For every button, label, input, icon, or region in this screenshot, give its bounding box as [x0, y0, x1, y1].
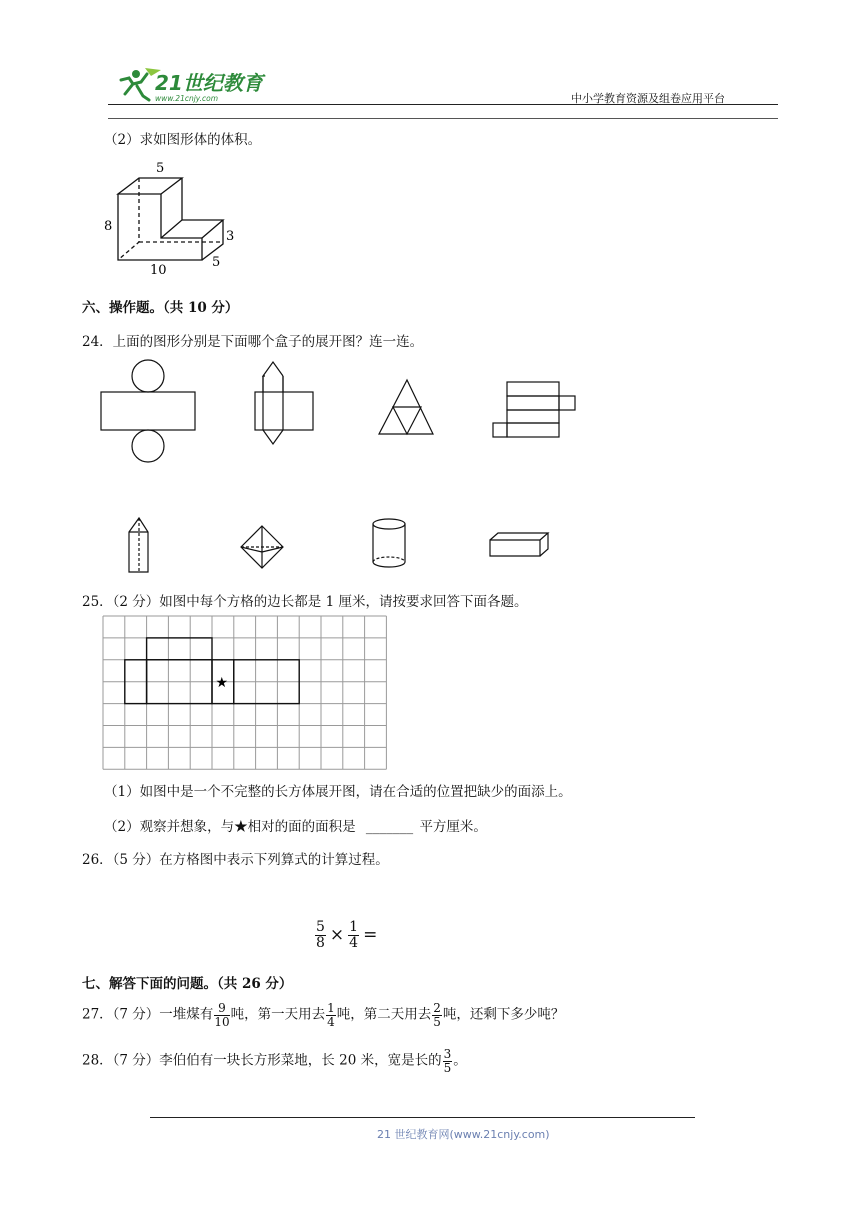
q25-grid: [103, 616, 387, 770]
q28-part1: 28．（7 分）李伯伯有一块长方形菜地，长 20 米，宽是长的: [82, 1052, 442, 1069]
q25-sub1: （1）如图中是一个不完整的长方体展开图，请在合适的位置把缺少的面添上。: [104, 784, 572, 800]
q25-sub2: [104, 815, 487, 835]
runner-icon: [121, 74, 149, 100]
triangular-prism-solid: [129, 518, 148, 572]
runner-head-icon: [132, 70, 140, 78]
cuboid-solid: [490, 533, 548, 556]
dim-bottom-label: 10: [150, 263, 167, 278]
times-sign: ×: [329, 924, 345, 945]
q27-frac2-den: 4: [327, 1014, 335, 1029]
q28-frac-num: 3: [443, 1047, 452, 1061]
logo-text: 21世纪教育: [155, 71, 263, 95]
star-icon: ★: [215, 675, 229, 691]
cylinder-net: [101, 360, 195, 462]
q27-text: [82, 1002, 564, 1028]
q24-text: 24．上面的图形分别是下面哪个盒子的展开图？连一连。: [82, 334, 424, 350]
q26-text: 26．（5 分）在方格图中表示下列算式的计算过程。: [82, 852, 389, 868]
section-6-title: 六、操作题。（共 10 分）: [82, 300, 239, 316]
prism-net: [255, 362, 313, 444]
frac1-numerator: 5: [316, 919, 325, 935]
octahedron-solid: [241, 526, 283, 568]
answer-blank[interactable]: _______: [365, 819, 414, 835]
q27-part4: 吨，还剩下多少吨？: [442, 1006, 565, 1023]
header-platform-name: 中小学教育资源及组卷应用平台: [571, 92, 725, 105]
section-7-title: 七、解答下面的问题。（共 26 分）: [82, 976, 293, 992]
q26-formula: [314, 920, 377, 950]
frac2-numerator: 1: [349, 919, 359, 935]
q25-text: 25．（2 分）如图中每个方格的边长都是 1 厘米，请按要求回答下面各题。: [82, 594, 528, 610]
q27-frac3-num: 2: [433, 1001, 441, 1015]
dim-depth-label: 5: [212, 255, 221, 270]
q27-frac3-den: 5: [433, 1014, 441, 1029]
logo-url: www.21cnjy.com: [155, 94, 219, 103]
cuboid-net: [493, 382, 575, 437]
header: [0, 0, 860, 120]
q27-frac1-den: 10: [214, 1014, 230, 1029]
equals-sign: =: [363, 924, 378, 945]
q28-text: [82, 1048, 467, 1074]
q27-part3: 吨，第二天用去: [336, 1006, 432, 1023]
dim-left-label: 8: [104, 219, 113, 234]
cylinder-solid: [373, 519, 405, 567]
header-rule: [108, 104, 778, 105]
q24-solids: [120, 510, 560, 580]
q25-sub2-prefix: （2）观察并想象，与★相对的面的面积是: [104, 819, 356, 835]
dim-right-label: 3: [226, 229, 235, 244]
net-face-top: [147, 638, 212, 660]
q27-part1: 27．（7 分）一堆煤有: [82, 1006, 214, 1023]
frac2-denominator: 4: [349, 934, 359, 951]
q27-frac2-num: 1: [327, 1001, 335, 1015]
q27-frac1-num: 9: [214, 1002, 229, 1016]
header-rule-short: [108, 118, 778, 119]
q28-part2: 。: [453, 1052, 467, 1069]
tetrahedron-net: [379, 380, 433, 434]
q28-frac-den: 5: [443, 1060, 452, 1075]
q25-sub2-suffix: 平方厘米。: [419, 819, 487, 835]
q23-part2-text: （2）求如图形体的体积。: [104, 132, 262, 148]
l-shaped-solid-figure: [98, 158, 248, 278]
q27-part2: 吨，第一天用去: [230, 1006, 326, 1023]
site-logo: [115, 64, 265, 106]
frac1-denominator: 8: [316, 934, 325, 951]
footer-site: 21 世纪教育网(www.21cnjy.com): [377, 1128, 550, 1141]
q24-nets: [95, 356, 585, 466]
dim-top-label: 5: [156, 161, 165, 176]
footer-rule: [150, 1117, 695, 1118]
